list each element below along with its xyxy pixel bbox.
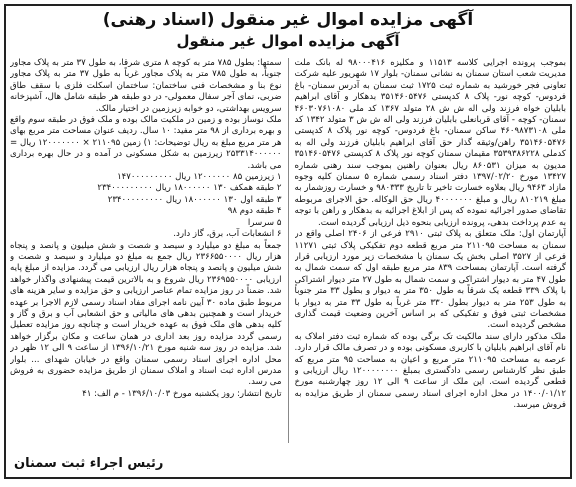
- notice-page: [4, 4, 572, 479]
- notice-header: [6, 6, 570, 58]
- left-column: [10, 58, 282, 443]
- list-item: ۱ زیرزمین ۸۵ ۱۲۰۰۰۰۰۰ ریال ۱۴۷۰۰۰۰۰۰۰۰۰: [117, 172, 282, 183]
- paragraph: ملک مذکور دارای سند مالکیت تک برگی بوده که شماره ثبت دفتر املاک به نام آقای ابراهیم بابلیان با کاربری مسکونی بوده و در تصرف مالک قرار دارد. عرصه به مساحت ۲۱۱۰۹۵ متر مربع و اعیان به مساحت ۹۵ متر مربع که طبق نظر کارشناس رسمی دادگستری بمبلغ ۱۲۰۰۰۰۰۰۰۰ ریال ارزیابی و قطعی گردیده است. این ملک از ساعت ۹ الی ۱۲ روز چهارشنبه مورخ ۱۴۰۰/۰۱/۱۲ در محل اداره اجرای اسناد رسمی سمنان از طریق مزایده به فروش میرسد.: [294, 331, 566, 411]
- notice-title: آگهی مزایده اموال غیر منقول (اسناد رهنی): [102, 10, 474, 30]
- publication-line: تاریخ انتشار: روز یکشنبه مورخ ۱۳۹۶/۱۰/۰۳ - م الف: ۴۱: [82, 388, 282, 399]
- paragraph: جمعاً به مبلغ دو میلیارد و سیصد و شصت و شش میلیون و پانصد و پنجاه هزار ریال ۲۳۶۶۵۵۰۰۰۰ ریال جمع به مبلغ دو میلیارد و سیصد و شصت و شش میلیون و پانصد و پنجاه هزار ریال ارزیابی می گردد. مزایده از مبلغ پایه ارزیابی ۲۳۶۹۵۵۰۰۰۰ ریال شروع و به بالاترین قیمت پیشنهادی واگذار خواهد شد. ضمناً در روز مزایده تمام عناصر ارزیابی و حق مزایده و سایر هزینه های مربوط طبق ماده ۳۰ آیین نامه اجرای مفاد اسناد رسمی لازم الاجرا بر عهده خریدار است و همچنین بدهی های مالیاتی و حق انشعابی آب و برق و گاز و کلیه بدهی های ملک فوق به عهده خریدار است و چنانچه روز مزایده تعطیل رسمی گردد مزایده روز بعد اداری در همان ساعت و مکان برگزار خواهد شد. مزایده در روز سه شنبه مورخ ۱۳۹۶/۱۰/۲۱ از ساعت ۹ الی ۱۲ ظهر در محل اداره اجرای اسناد رسمی سمنان واقع در خیابان شهدای ... بلوار مدرس اداره ثبت اسناد و املاک سمنان از طریق مزایده حضوری به فروش می رسد.: [10, 240, 282, 388]
- paragraph: بموجب پرونده اجرایی کلاسه ۱۱۵۱۳ و مکلیزه ۹۸۰۰۰۴۱۶ له بانک ملت مدیریت شعب استان سمنان به نشانی سمنان- بلوار ۱۷ شهریور علیه شرکت تعاونی فجر خورشید به شماره ثبت ۱۷۲۵ ثبت سمنان به آدرس سمنان- باغ فردوس- کوچه نور- پلاک ۸ کدپستی ۳۵۱۴۶۰۵۴۷۶ بدهکار و آقای ابراهیم بابلیان خواه فرزند ولی اله ش ش ۲۸ متولد ۱۳۶۷ کد ملی ۴۶۰۳۰۷۶۱۰۸۰ سمنان- کوچه - آقای قربانعلی بابلیان فرزند ولی اله ش ش ۳ متولد ۱۳۴۲ کد ملی ۴۶۰۹۸۷۳۱۰۸ ساکن سمنان- باغ فردوس- کوچه نور پلاک ۸ کدپستی ۳۵۱۴۶۰۵۴۷۶ راهن/وثیقه گذار حق آقای ابراهیم بابلیان فرزند ولی اله به کدملی ۳۵۳۹۳۸۶۲۲۸ مقیمان سمنان کوچه نور پلاک ۸ کدپستی ۳۵۱۴۶۰۵۴۷۶ مدیون به میزان ۸۶۰۵۳۱ ریال بعنوان راهنین بموجب سند رهنی شماره ۱۳۴۲۷ مورخ ۱۳۹۷/۰۲/۲۰ دفتر اسناد رسمی شماره ۵ سمنان کلیه وجوه مازاد ۹۴۶۳ ریال بعلاوه خسارت تاخیر تا تاریخ ۹۸۰۳۳۳ و خسارت روزشمار به مبلغ ۸۱۰۲۱۹ ریال و مبلغ ۴۰۰۰۰۰۰۰ ریال حق الوکاله. حق الاجرای مربوطه تقاضای صدور اجرائیه نموده که پس از ابلاغ اجرائیه به بدهکار و راهن با توجه به عدم پرداخت بدهی، پرونده ارزیابی بنحوه ذیل ارزیابی گردیده است.: [294, 58, 566, 228]
- list-item: ۲ طبقه همکف ۱۳۰ ۱۸۰۰۰۰۰۰ ریال ۲۳۴۰۰۰۰۰۰۰۰۰: [97, 183, 282, 194]
- paragraph: آپارتمان اول: ملک متعلق به پلاک ثبتی ۲۹۱۰ فرعی از ۲۴۰۶ اصلی واقع در سمنان به مساحت ۲۱۱۰۹۵ متر مربع قطعه دوم تفکیکی پلاک ثبتی ۱۱۲۷۱ فرعی از ۳۵۲۷ اصلی بخش یک سمنان با مشخصات زیر مورد ارزیابی قرار گرفته است. آپارتمان بمساحت ۸۳۹ متر مربع طبقه اول که سمت شمال به طول ۴۷ متر به دیوار اشتراکی و سمت شمال به طول ۲۷ متر دیوار اشتراکی با پلاک ۳۳۹ قطعه یک شرقاً به طول ۳۵۰ متر به دیوار و بطول ۳۳ متر جنوباً به طول ۲۵۳ متر به دیوار بطول ۳۳۰ متر غرباً به طول ۳۳ متر به دیوار با مشخصات ثبتی فوق و تفکیکی که بر اساس آخرین وضعیت قیمت گذاری مشخص گردیده است.: [294, 229, 566, 331]
- notice-subtitle: آگهی مزایده اموال غیر منقول: [176, 32, 400, 50]
- notice-columns: [10, 58, 566, 443]
- paragraph: ملک نوساز بوده و زمین در ملکیت مالک بوده و ملک فوق در طبقه سوم واقع و بهره برداری از ۹۸ متر مفید: ۱۰ سال. ردیف عنوان مساحت متر مربع بهای هر متر مربع مبلغ به ریال توضیحات: ۱) زمین ۲۱۱۰۹۵ × ۱۲۰۰۰۰۰۰۰ ریال = ۲۵۳۳۱۴۰۰۰۰۰۰ زیرزمین به شکل مسکونی در آمده و در حال بهره برداری می باشد.: [10, 115, 282, 171]
- list-item: ۵ سرسرا: [247, 217, 282, 228]
- list-item: ۴ طبقه دوم ۹۸: [227, 206, 282, 217]
- list-item: ۳ طبقه اول ۱۳۰ ۱۸۰۰۰۰۰۰ ریال ۲۳۴۰۰۰۰۰۰۰۰۰: [107, 194, 282, 205]
- list-item: ۶ انشعابات آب، برق، گاز دارد.: [173, 229, 282, 240]
- column-divider: [288, 58, 289, 443]
- paragraph: سمتها: بطول ۷۸۵ متر به کوچه ۸ متری شرقاً، به طول ۳۷ متر به پلاک مجاور جنوباً، به طول ۷۸۵ متر به پلاک مجاور غرباً به طول ۳۷ متر به پلاک مجاور نوع بنا و مشخصات فنی ساختمان: ساختمان اسکلت فلزی با سقف طاق ضربی، نمای آجر سفال معمولی- در دو طبقه هر طبقه شامل هال، آشپزخانه سرویس بهداشتی، دو خوابه زیرزمین در اختیار مالک.: [10, 58, 282, 114]
- right-column: [295, 58, 567, 443]
- signature: رئیس اجراء ثبت سمنان: [14, 456, 164, 471]
